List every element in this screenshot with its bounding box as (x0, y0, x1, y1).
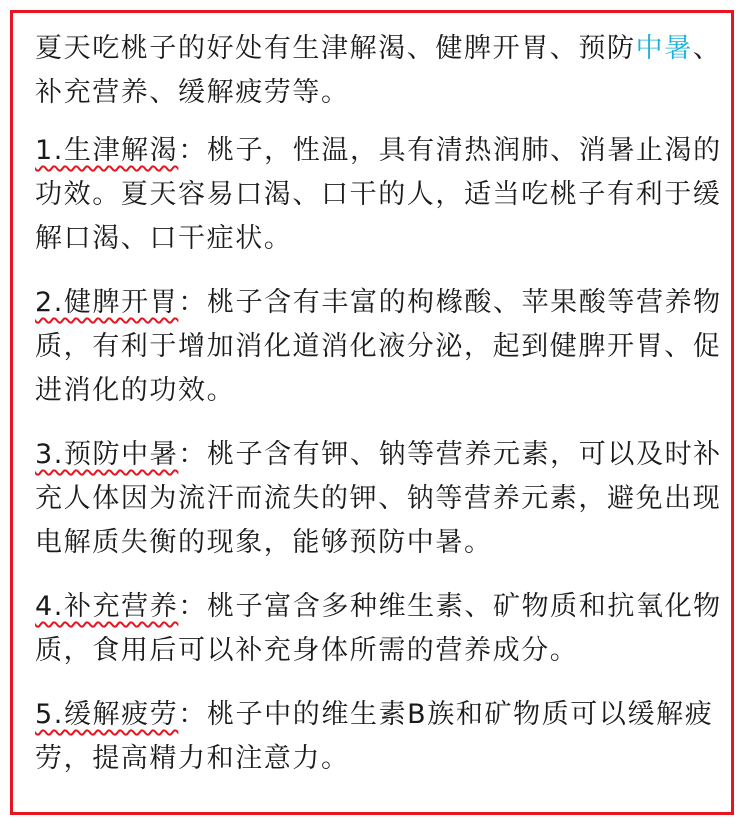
benefit-heading-1: 1.生津解渴 (35, 135, 179, 166)
intro-text-after: 、补充营养、缓解疲劳等。 (35, 33, 722, 108)
benefit-item-3 (35, 433, 725, 565)
benefit-item-2 (35, 281, 725, 413)
benefit-body-5: ：桃子中的维生素B族和矿物质可以缓解疲劳，提高精力和注意力。 (35, 699, 714, 774)
benefit-body-2: ：桃子含有丰富的枸橼酸、苹果酸等营养物质，有利于增加消化道消化液分泌，起到健脾开胃、促进消化的功效。 (35, 287, 722, 406)
benefit-body-1: ：桃子，性温，具有清热润肺、消暑止渴的功效。夏天容易口渴、口干的人，适当吃桃子有利于缓解口渴、口干症状。 (35, 135, 722, 254)
intro-text-before: 夏天吃桃子的好处有生津解渴、健脾开胃、预防 (35, 33, 636, 64)
article-content (35, 27, 725, 801)
benefit-heading-5: 5.缓解疲劳 (35, 699, 179, 730)
benefit-body-3: ：桃子含有钾、钠等营养元素，可以及时补充人体因为流汗而流失的钾、钠等营养元素，避免出现电解质失衡的现象，能够预防中暑。 (35, 439, 722, 558)
benefit-item-1 (35, 129, 725, 261)
article-frame (10, 10, 734, 815)
benefit-heading-4: 4.补充营养 (35, 591, 179, 622)
benefit-item-5 (35, 693, 725, 781)
benefit-heading-2: 2.健脾开胃 (35, 287, 179, 318)
benefit-heading-3: 3.预防中暑 (35, 439, 179, 470)
intro-highlight-link[interactable]: 中暑 (635, 33, 693, 64)
benefit-item-4 (35, 585, 725, 673)
benefit-body-4: ：桃子富含多种维生素、矿物质和抗氧化物质，食用后可以补充身体所需的营养成分。 (35, 591, 722, 666)
intro-paragraph (35, 27, 725, 115)
